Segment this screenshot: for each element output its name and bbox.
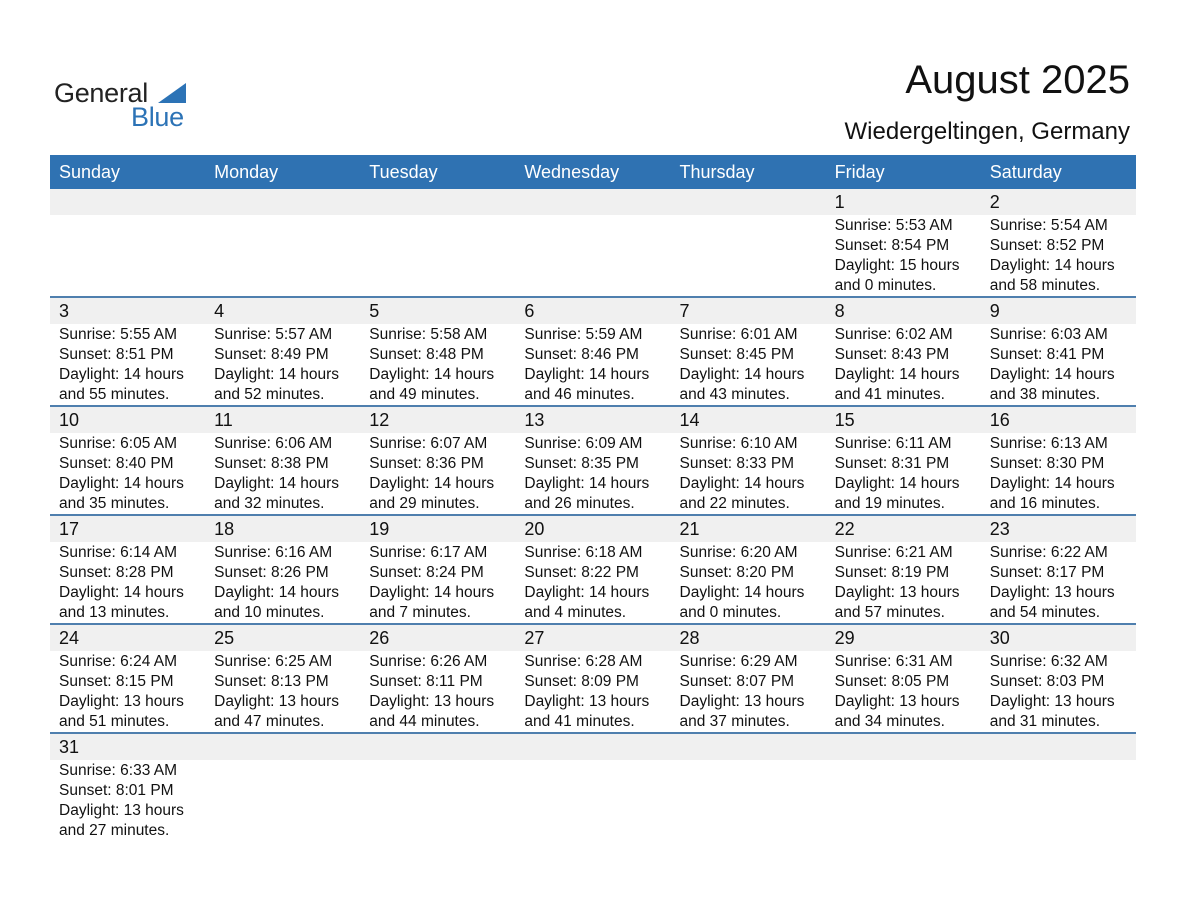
day-sunset: Sunset: 8:17 PM [989,564,1105,581]
weekday-monday: Monday [214,162,279,182]
day-cell [981,433,1136,514]
day-cell [515,433,670,514]
day-sunrise: Sunrise: 6:06 AM [214,435,333,452]
day-sunset: Sunset: 8:31 PM [834,455,950,472]
day-daylight: Daylight: 13 hours [59,693,184,710]
day-sunset: Sunset: 8:35 PM [524,455,639,472]
day-number: 11 [214,410,233,430]
day-number [671,734,826,760]
day-number: 28 [679,628,700,648]
day-cell [515,760,670,841]
day-daylight: Daylight: 14 hours [989,366,1115,383]
day-sunrise: Sunrise: 5:59 AM [524,326,643,343]
calendar-grid [50,155,1136,841]
day-minutes: and 57 minutes. [834,604,945,621]
day-daylight: Daylight: 14 hours [834,475,960,492]
day-sunrise: Sunrise: 6:33 AM [59,762,178,779]
day-cell [981,215,1136,296]
calendar-week [50,625,1136,734]
day-minutes: and 55 minutes. [59,386,170,403]
day-sunrise: Sunrise: 6:13 AM [989,435,1108,452]
day-sunrise: Sunrise: 6:05 AM [59,435,178,452]
calendar-week [50,407,1136,516]
day-sunset: Sunset: 8:52 PM [989,237,1105,254]
day-daylight: Daylight: 14 hours [369,366,495,383]
day-daylight: Daylight: 14 hours [524,584,650,601]
day-number [981,734,1136,760]
day-number: 15 [834,410,855,430]
day-number: 8 [834,301,845,321]
page-title: August 2025 [905,58,1130,102]
day-sunset: Sunset: 8:48 PM [369,346,484,363]
day-cell [205,760,360,841]
day-number: 23 [989,519,1010,539]
day-number: 24 [59,628,80,648]
day-number: 12 [369,410,390,430]
day-sunrise: Sunrise: 6:11 AM [834,435,952,452]
day-number: 19 [369,519,390,539]
day-number-row [50,298,1136,324]
day-daylight: Daylight: 14 hours [59,366,184,383]
logo-general-text: General [54,78,148,108]
day-number [515,189,670,215]
day-minutes: and 22 minutes. [679,495,790,512]
day-minutes: and 46 minutes. [524,386,635,403]
day-sunset: Sunset: 8:15 PM [59,673,174,690]
day-number: 7 [679,301,690,321]
day-cell [826,433,981,514]
day-number [515,734,670,760]
day-sunset: Sunset: 8:07 PM [679,673,795,690]
day-sunset: Sunset: 8:46 PM [524,346,639,363]
day-cell [981,651,1136,732]
day-sunrise: Sunrise: 6:21 AM [834,544,953,561]
day-number [826,734,981,760]
day-number [671,189,826,215]
day-cell [360,324,515,405]
day-daylight: Daylight: 14 hours [524,366,650,383]
day-sunset: Sunset: 8:05 PM [834,673,950,690]
day-cell [360,760,515,841]
day-daylight: Daylight: 13 hours [834,693,960,710]
day-cell [671,651,826,732]
day-sunset: Sunset: 8:38 PM [214,455,329,472]
day-cell [360,215,515,296]
day-daylight: Daylight: 13 hours [214,693,340,710]
day-number: 27 [524,628,545,648]
day-number: 31 [59,737,80,757]
day-daylight: Daylight: 14 hours [834,366,960,383]
day-minutes: and 54 minutes. [989,604,1101,621]
weekday-wednesday: Wednesday [524,162,620,182]
day-number: 3 [59,301,70,321]
calendar-week [50,189,1136,298]
day-number: 16 [989,410,1010,430]
day-number: 10 [59,410,80,430]
day-number: 30 [989,628,1010,648]
day-number: 4 [214,301,225,321]
day-number: 5 [369,301,380,321]
day-info-row [50,215,1136,296]
day-cell [50,651,205,732]
day-daylight: Daylight: 15 hours [834,257,960,274]
day-cell [50,215,205,296]
day-number: 17 [59,519,80,539]
day-info-row [50,433,1136,514]
day-sunrise: Sunrise: 5:54 AM [989,217,1108,234]
day-cell [360,433,515,514]
day-daylight: Daylight: 14 hours [369,584,495,601]
day-sunset: Sunset: 8:13 PM [214,673,329,690]
day-cell [515,324,670,405]
day-cell [826,760,981,841]
day-cell [671,215,826,296]
day-daylight: Daylight: 14 hours [679,475,805,492]
day-number [50,189,205,215]
day-minutes: and 47 minutes. [214,713,325,730]
day-daylight: Daylight: 14 hours [679,366,805,383]
day-minutes: and 27 minutes. [59,822,170,839]
day-cell [50,542,205,623]
day-sunset: Sunset: 8:51 PM [59,346,174,363]
day-sunrise: Sunrise: 6:18 AM [524,544,643,561]
day-sunset: Sunset: 8:40 PM [59,455,174,472]
day-sunrise: Sunrise: 6:16 AM [214,544,333,561]
day-sunrise: Sunrise: 6:20 AM [679,544,798,561]
day-minutes: and 35 minutes. [59,495,170,512]
day-sunset: Sunset: 8:22 PM [524,564,639,581]
day-sunset: Sunset: 8:28 PM [59,564,174,581]
day-sunset: Sunset: 8:03 PM [989,673,1105,690]
day-cell [671,760,826,841]
day-number: 22 [834,519,855,539]
day-minutes: and 0 minutes. [834,277,937,294]
day-sunset: Sunset: 8:26 PM [214,564,329,581]
day-cell [515,651,670,732]
day-minutes: and 44 minutes. [369,713,480,730]
day-minutes: and 19 minutes. [834,495,945,512]
day-sunset: Sunset: 8:36 PM [369,455,484,472]
day-minutes: and 26 minutes. [524,495,635,512]
day-cell [671,542,826,623]
day-cell [671,433,826,514]
day-sunrise: Sunrise: 6:14 AM [59,544,178,561]
day-minutes: and 34 minutes. [834,713,945,730]
day-sunrise: Sunrise: 6:32 AM [989,653,1108,670]
day-daylight: Daylight: 14 hours [369,475,495,492]
day-sunrise: Sunrise: 6:31 AM [834,653,953,670]
logo-triangle-icon [158,83,186,103]
day-sunset: Sunset: 8:33 PM [679,455,795,472]
day-sunrise: Sunrise: 6:22 AM [989,544,1108,561]
day-minutes: and 38 minutes. [989,386,1101,403]
day-number: 2 [989,192,1000,212]
day-sunrise: Sunrise: 6:09 AM [524,435,643,452]
day-sunrise: Sunrise: 5:57 AM [214,326,333,343]
day-sunset: Sunset: 8:54 PM [834,237,950,254]
day-number: 9 [989,301,1000,321]
day-minutes: and 51 minutes. [59,713,170,730]
day-number-row [50,625,1136,651]
day-sunrise: Sunrise: 5:55 AM [59,326,178,343]
day-daylight: Daylight: 14 hours [989,257,1115,274]
weekday-friday: Friday [834,162,885,182]
day-info-row [50,760,1136,841]
day-number [205,734,360,760]
day-minutes: and 49 minutes. [369,386,480,403]
day-sunset: Sunset: 8:41 PM [989,346,1105,363]
day-cell [981,760,1136,841]
day-daylight: Daylight: 13 hours [989,693,1115,710]
day-cell [50,760,205,841]
day-info-row [50,651,1136,732]
day-cell [515,542,670,623]
day-sunset: Sunset: 8:09 PM [524,673,639,690]
day-number: 26 [369,628,390,648]
day-sunset: Sunset: 8:11 PM [369,673,483,690]
day-sunset: Sunset: 8:20 PM [679,564,795,581]
day-sunrise: Sunrise: 6:29 AM [679,653,798,670]
day-minutes: and 52 minutes. [214,386,325,403]
day-minutes: and 31 minutes. [989,713,1101,730]
day-sunrise: Sunrise: 6:24 AM [59,653,178,670]
day-minutes: and 0 minutes. [679,604,782,621]
day-daylight: Daylight: 14 hours [679,584,805,601]
day-sunrise: Sunrise: 6:01 AM [679,326,798,343]
day-cell [826,215,981,296]
day-number-row [50,407,1136,433]
logo-blue-text: Blue [131,102,184,132]
day-sunset: Sunset: 8:01 PM [59,782,174,799]
day-cell [205,215,360,296]
day-minutes: and 41 minutes. [834,386,945,403]
day-cell [360,542,515,623]
day-cell [50,433,205,514]
day-cell [205,324,360,405]
day-number: 13 [524,410,545,430]
weekday-tuesday: Tuesday [369,162,438,182]
day-number: 6 [524,301,535,321]
day-minutes: and 16 minutes. [989,495,1101,512]
day-sunrise: Sunrise: 6:07 AM [369,435,488,452]
day-cell [671,324,826,405]
day-daylight: Daylight: 13 hours [524,693,650,710]
day-number [360,734,515,760]
day-number: 20 [524,519,545,539]
location-subtitle: Wiedergeltingen, Germany [844,118,1130,145]
day-info-row [50,324,1136,405]
day-daylight: Daylight: 13 hours [679,693,805,710]
day-daylight: Daylight: 14 hours [214,366,340,383]
day-sunrise: Sunrise: 6:28 AM [524,653,643,670]
weekday-sunday: Sunday [59,162,121,182]
day-daylight: Daylight: 14 hours [524,475,650,492]
day-minutes: and 43 minutes. [679,386,790,403]
day-sunset: Sunset: 8:19 PM [834,564,950,581]
weekday-saturday: Saturday [989,162,1062,182]
day-number: 29 [834,628,855,648]
day-sunset: Sunset: 8:43 PM [834,346,950,363]
day-number: 25 [214,628,235,648]
day-sunrise: Sunrise: 6:03 AM [989,326,1108,343]
day-sunrise: Sunrise: 6:26 AM [369,653,488,670]
day-daylight: Daylight: 14 hours [989,475,1115,492]
day-minutes: and 10 minutes. [214,604,325,621]
day-number: 18 [214,519,235,539]
day-sunset: Sunset: 8:30 PM [989,455,1105,472]
day-minutes: and 37 minutes. [679,713,790,730]
calendar-week [50,734,1136,841]
day-number: 21 [679,519,700,539]
day-minutes: and 32 minutes. [214,495,325,512]
day-cell [515,215,670,296]
day-cell [981,324,1136,405]
day-number-row [50,516,1136,542]
day-number-row [50,189,1136,215]
day-daylight: Daylight: 14 hours [59,475,184,492]
day-number [360,189,515,215]
day-cell [826,324,981,405]
day-daylight: Daylight: 14 hours [214,475,340,492]
day-daylight: Daylight: 14 hours [59,584,184,601]
calendar-week [50,298,1136,407]
day-cell [205,651,360,732]
day-minutes: and 58 minutes. [989,277,1101,294]
day-minutes: and 13 minutes. [59,604,170,621]
day-sunset: Sunset: 8:45 PM [679,346,795,363]
day-sunrise: Sunrise: 5:53 AM [834,217,953,234]
day-sunrise: Sunrise: 6:10 AM [679,435,798,452]
day-sunrise: Sunrise: 5:58 AM [369,326,488,343]
day-sunrise: Sunrise: 6:02 AM [834,326,953,343]
day-sunrise: Sunrise: 6:25 AM [214,653,333,670]
day-number [205,189,360,215]
day-number: 1 [834,192,845,212]
day-daylight: Daylight: 13 hours [369,693,495,710]
day-sunset: Sunset: 8:24 PM [369,564,484,581]
day-cell [360,651,515,732]
day-cell [50,324,205,405]
day-minutes: and 29 minutes. [369,495,480,512]
calendar-week [50,516,1136,625]
day-info-row [50,542,1136,623]
day-sunrise: Sunrise: 6:17 AM [369,544,488,561]
weekday-thursday: Thursday [679,162,755,182]
day-cell [826,542,981,623]
day-daylight: Daylight: 13 hours [834,584,960,601]
day-minutes: and 4 minutes. [524,604,627,621]
day-minutes: and 7 minutes. [369,604,471,621]
day-cell [826,651,981,732]
day-number: 14 [679,410,700,430]
day-number-row [50,734,1136,760]
general-blue-logo [54,78,204,134]
day-daylight: Daylight: 13 hours [989,584,1115,601]
day-cell [205,542,360,623]
day-sunset: Sunset: 8:49 PM [214,346,329,363]
day-cell [205,433,360,514]
day-cell [981,542,1136,623]
weekday-header [50,155,1136,189]
day-daylight: Daylight: 13 hours [59,802,184,819]
day-daylight: Daylight: 14 hours [214,584,340,601]
day-minutes: and 41 minutes. [524,713,635,730]
